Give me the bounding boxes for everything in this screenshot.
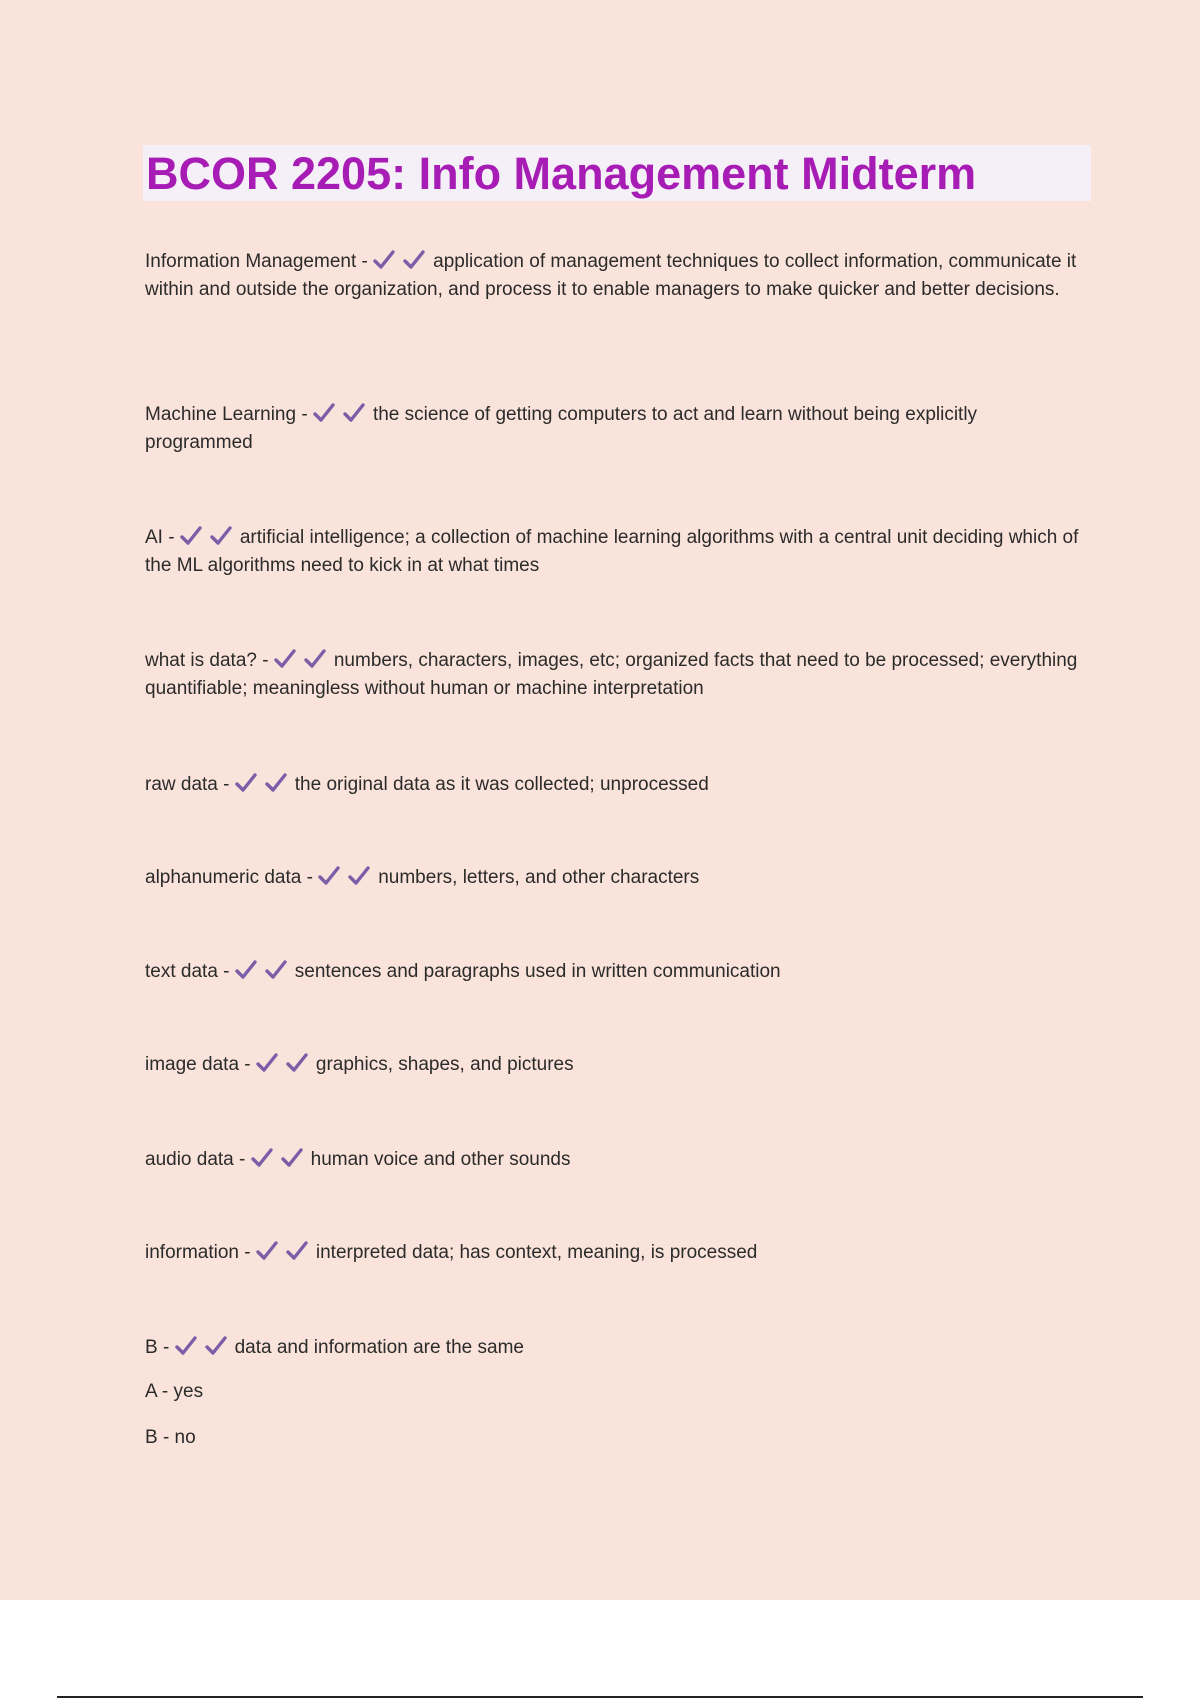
flashcard-entry (145, 248, 1090, 304)
check-icon (373, 250, 395, 270)
footer-divider (57, 1696, 1143, 1698)
check-icon (265, 773, 287, 793)
check-icon (180, 526, 202, 546)
term-label: AI - (145, 527, 175, 548)
check-icon (304, 649, 326, 669)
definition-text: data and information are the same (234, 1337, 524, 1358)
check-icon (235, 773, 257, 793)
check-icon (256, 1241, 278, 1261)
definition-text: numbers, letters, and other characters (378, 867, 700, 888)
flashcard-entry (145, 771, 1090, 799)
term-label: alphanumeric data - (145, 867, 313, 888)
definition-text: graphics, shapes, and pictures (315, 1054, 574, 1075)
check-icon (251, 1148, 273, 1168)
flashcard-entry (145, 1146, 1090, 1174)
term-label: B - (145, 1337, 170, 1358)
definition-text: application of management techniques to collect information, communicate it within and outside the organization, and process it to enable managers to make quicker and better decisions. (145, 251, 1077, 300)
check-icon (175, 1336, 197, 1356)
definition-text: sentences and paragraphs used in written communication (294, 961, 781, 982)
flashcard-entry (145, 647, 1090, 703)
check-icon (403, 250, 425, 270)
flashcard-entry (145, 958, 1090, 986)
term-label: image data - (145, 1054, 251, 1075)
document-title: BCOR 2205: Info Management Midterm (146, 148, 977, 199)
check-icon (343, 403, 365, 423)
term-label: text data - (145, 961, 230, 982)
term-label: information - (145, 1242, 251, 1263)
check-icon (281, 1148, 303, 1168)
flashcard-entry (145, 1334, 1090, 1362)
definition-text: the original data as it was collected; unprocessed (294, 774, 709, 795)
definition-text: numbers, characters, images, etc; organized facts that need to be processed; everything quantifiable; meaningless without human or machine interpretation (145, 650, 1078, 699)
check-icon (286, 1053, 308, 1073)
check-icon (265, 960, 287, 980)
check-icon (274, 649, 296, 669)
answer-option: B - no (145, 1427, 196, 1448)
flashcard-entry (145, 864, 1090, 892)
flashcard-entry (145, 401, 1090, 457)
flashcard-entry (145, 524, 1090, 580)
term-label: raw data - (145, 774, 230, 795)
flashcard-entry (145, 1051, 1090, 1079)
definition-text: the science of getting computers to act and learn without being explicitly programmed (145, 404, 978, 453)
definition-text: human voice and other sounds (310, 1149, 571, 1170)
check-icon (348, 866, 370, 886)
check-icon (210, 526, 232, 546)
answer-option: A - yes (145, 1381, 204, 1402)
term-label: audio data - (145, 1149, 246, 1170)
term-label: Machine Learning - (145, 404, 308, 425)
check-icon (286, 1241, 308, 1261)
term-label: Information Management - (145, 251, 368, 272)
flashcard-entry (145, 1239, 1090, 1267)
check-icon (205, 1336, 227, 1356)
term-label: what is data? - (145, 650, 269, 671)
definition-text: artificial intelligence; a collection of machine learning algorithms with a central unit deciding which of the ML algorithms need to kick in at what times (145, 527, 1079, 576)
check-icon (318, 866, 340, 886)
check-icon (235, 960, 257, 980)
definition-text: interpreted data; has context, meaning, is processed (315, 1242, 758, 1263)
check-icon (256, 1053, 278, 1073)
check-icon (313, 403, 335, 423)
